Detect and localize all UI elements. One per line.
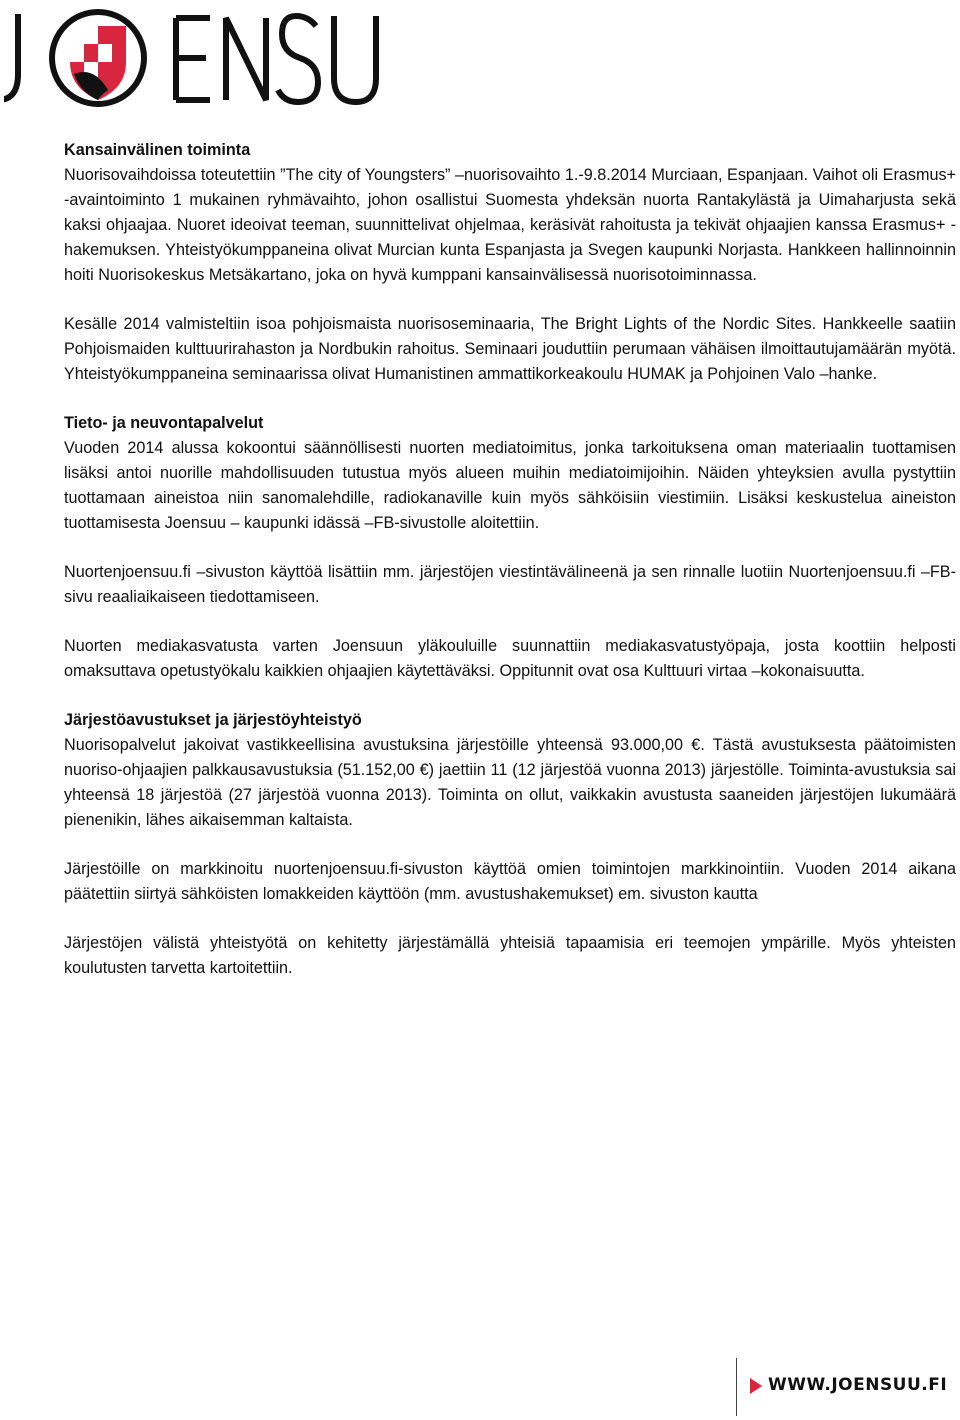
section-international bbox=[64, 138, 956, 387]
joensuu-logo bbox=[4, 4, 424, 112]
arrow-right-icon bbox=[750, 1378, 762, 1394]
paragraph: Järjestöille on markkinoitu nuortenjoensuu.fi-sivuston käyttöä omien toimintojen markkinointiin. Vuoden 2014 aikana päätettiin siirtyä sähköisten lomakkeiden käyttöön (mm. avustushakemukset) em. sivuston kautta bbox=[64, 860, 956, 903]
section-title: Tieto- ja neuvontapalvelut bbox=[64, 414, 264, 432]
paragraph: Nuorten mediakasvatusta varten Joensuun yläkouluille suunnattiin mediakasvatustyöpaja, josta koottiin helposti omaksuttava opetustyökalu kaikkien ohjaajien käytettäväksi. Oppitunnit ovat osa Kulttuuri virtaa –kokonaisuutta. bbox=[64, 637, 956, 680]
paragraph: Nuorisopalvelut jakoivat vastikkeellisina avustuksina järjestöille yhteensä 93.000,00 €. Tästä avustuksesta päätoimisten nuoriso-ohjaajien palkkausavustuksia (51.152,00 €) jaettiin 11 (12 järjestöä vuonna 2013) järjestölle. Toiminta-avustuksia sai yhteensä 18 järjestöä (27 järjestöä vuonna 2013). Toiminta on ollut, vaikkakin avustusta saaneiden järjestöjen lukumäärä pienenikin, lähes aikaisemman kaltaista. bbox=[64, 736, 956, 829]
footer-divider bbox=[736, 1358, 737, 1416]
paragraph: Nuorisovaihdoissa toteutettiin ”The city of Youngsters” –nuorisovaihto 1.-9.8.2014 Murciaan, Espanjaan. Vaihot oli Erasmus+ -avaintoiminto 1 mukainen ryhmävaihto, johon osallistui Suomesta yhdeksän nuorta Rantakylästä ja Uimaharjusta sekä kaksi ohjaajaa. Nuoret ideoivat teeman, suunnittelivat ohjelmaa, keräsivät rahoitusta ja tekivät ohjaajien kanssa Erasmus+ -hakemuksen. Yhteistyökumppaneina olivat Murcian kunta Espanjasta ja Svegen kaupunki Norjasta. Hankkeen hallinnoinnin hoiti Nuorisokeskus Metsäkartano, joka on hyvä kumppani kansainvälisessä nuorisotoiminnassa. bbox=[64, 166, 956, 284]
paragraph: Nuortenjoensuu.fi –sivuston käyttöä lisättiin mm. järjestöjen viestintävälineenä ja sen rinnalle luotiin Nuortenjoensuu.fi –FB-sivu reaaliaikaiseen tiedottamiseen. bbox=[64, 563, 956, 606]
document-body bbox=[64, 138, 956, 1005]
section-title: Järjestöavustukset ja järjestöyhteistyö bbox=[64, 711, 362, 729]
section-information-services bbox=[64, 411, 956, 684]
footer bbox=[736, 1358, 956, 1416]
paragraph: Kesälle 2014 valmisteltiin isoa pohjoismaista nuorisoseminaaria, The Bright Lights of the Nordic Sites. Hankkeelle saatiin Pohjoismaiden kulttuurirahaston ja Nordbukin rahoitus. Seminaari jouduttiin perumaan vähäisen ilmoittautujamäärän myötä. Yhteistyökumppaneina seminaarissa olivat Humanistinen ammattikorkeakoulu HUMAK ja Pohjoinen Valo –hanke. bbox=[64, 315, 956, 383]
paragraph: Vuoden 2014 alussa kokoontui säännöllisesti nuorten mediatoimitus, jonka tarkoituksena oman materiaalin tuottamisen lisäksi antoi nuorille mahdollisuuden tutustua myös alueen muihin mediatoimijoihin. Näiden yhteyksien avulla pystyttiin tuottamaan aineistoa niin sanomalehdille, radiokanaville kuin myös sähköisiin viestimiin. Lisäksi keskustelua aineiston tuottamisesta Joensuu – kaupunki idässä –FB-sivustolle aloitettiin. bbox=[64, 439, 956, 532]
section-organization-grants bbox=[64, 708, 956, 981]
section-title: Kansainvälinen toiminta bbox=[64, 141, 251, 159]
footer-url-link[interactable]: WWW.JOENSUU.FI bbox=[768, 1375, 948, 1395]
paragraph: Järjestöjen välistä yhteistyötä on kehitetty järjestämällä yhteisiä tapaamisia eri teemojen ympärille. Myös yhteisten koulutusten tarvetta kartoitettiin. bbox=[64, 934, 956, 977]
joensuu-logo-graphic bbox=[4, 4, 424, 112]
